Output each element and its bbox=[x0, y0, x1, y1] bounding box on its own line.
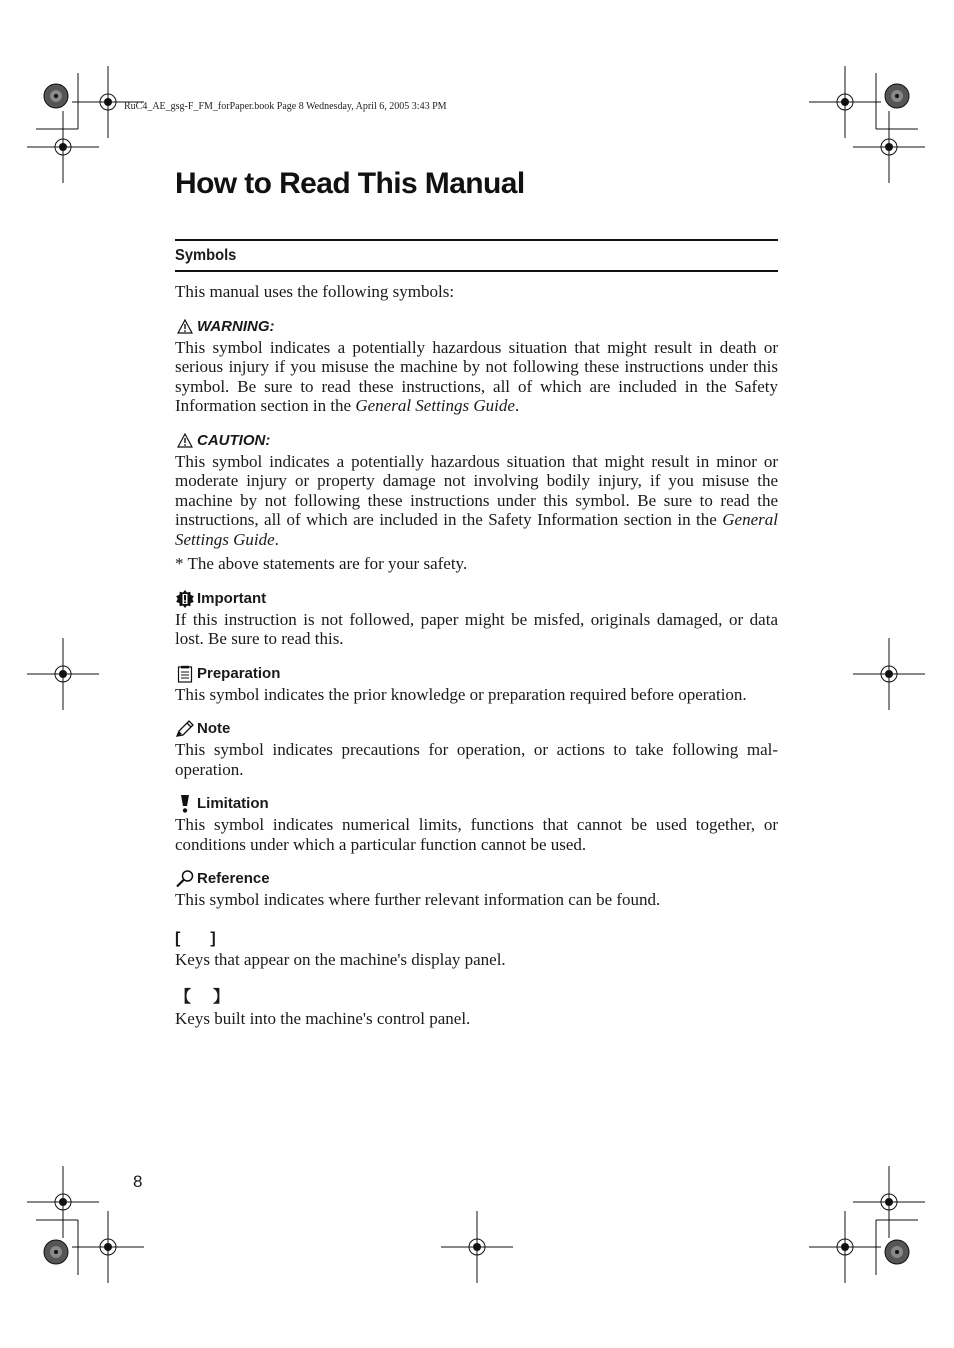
guide-title: General Settings Guide bbox=[355, 396, 515, 415]
display-key-brackets bbox=[175, 928, 778, 950]
main-content bbox=[175, 282, 778, 1043]
section-title: Symbols bbox=[175, 247, 237, 264]
reference-heading bbox=[175, 868, 778, 890]
note-heading bbox=[175, 718, 778, 740]
control-keys-block bbox=[175, 987, 778, 1029]
preparation-text: This symbol indicates the prior knowledge or preparation required before operation. bbox=[175, 684, 747, 704]
warning-triangle-icon bbox=[175, 431, 195, 451]
magnifier-icon bbox=[175, 869, 195, 889]
note-text: This symbol indicates precautions for operation, or actions to take following mal-operation. bbox=[175, 740, 778, 779]
important-label: Important bbox=[197, 589, 267, 607]
display-keys-text: Keys that appear on the machine's display panel. bbox=[175, 949, 506, 969]
important-heading bbox=[175, 588, 778, 610]
display-key-close: ] bbox=[210, 929, 216, 947]
caution-heading bbox=[175, 430, 778, 452]
important-icon bbox=[175, 589, 195, 609]
limitation-text: This symbol indicates numerical limits, functions that cannot be used together, or conditions under which a particular function cannot be used. bbox=[175, 815, 778, 854]
limitation-block bbox=[175, 793, 778, 854]
reference-text: This symbol indicates where further relevant information can be found. bbox=[175, 890, 661, 909]
control-key-close: 】 bbox=[213, 989, 230, 1007]
limitation-icon bbox=[175, 794, 195, 814]
important-text: If this instruction is not followed, paper might be misfed, originals damaged, or data lost. Be sure to read this. bbox=[175, 609, 778, 648]
pencil-icon bbox=[175, 719, 195, 739]
caution-block bbox=[175, 430, 778, 550]
caution-text: This symbol indicates a potentially hazardous situation that might result in minor or moderate injury or property damage not involving bodily injury, if you misuse the machine by not following these instructions under this symbol. Be sure to read the instructions, all of which are included in the Safety Information section in the General Settings Guide. bbox=[175, 451, 778, 549]
warning-text: This symbol indicates a potentially hazardous situation that might result in death or serious injury if you misuse the machine by not following these instructions under this symbol. Be sure to read these instructions, all of which are included in the Safety Information section in the General Settings Guide. bbox=[175, 337, 778, 415]
warning-triangle-icon bbox=[175, 317, 195, 337]
intro-text: This manual uses the following symbols: bbox=[175, 282, 455, 301]
page-number: 8 bbox=[133, 1172, 143, 1191]
section-header bbox=[175, 239, 778, 272]
safety-note: * The above statements are for your safety. bbox=[175, 554, 468, 573]
warning-block bbox=[175, 316, 778, 416]
preparation-block bbox=[175, 663, 778, 705]
display-keys-block bbox=[175, 928, 778, 970]
limitation-heading bbox=[175, 793, 778, 815]
limitation-label: Limitation bbox=[197, 795, 269, 813]
guide-title: General Settings Guide bbox=[175, 510, 778, 549]
preparation-label: Preparation bbox=[197, 664, 281, 682]
reference-block bbox=[175, 868, 778, 910]
reference-label: Reference bbox=[197, 870, 270, 888]
control-keys-text: Keys built into the machine's control panel. bbox=[175, 1009, 471, 1028]
important-block bbox=[175, 588, 778, 649]
page-title: How to Read This Manual bbox=[175, 167, 525, 200]
warning-label: WARNING: bbox=[197, 317, 275, 335]
warning-heading bbox=[175, 316, 778, 338]
preparation-icon bbox=[175, 664, 195, 684]
preparation-heading bbox=[175, 663, 778, 685]
file-header-note: RuC4_AE_gsg-F_FM_forPaper.book Page 8 Wednesday, April 6, 2005 3:43 PM bbox=[124, 101, 447, 112]
caution-label: CAUTION: bbox=[197, 431, 271, 449]
note-label: Note bbox=[197, 720, 231, 738]
control-key-brackets bbox=[175, 987, 778, 1009]
control-key-open: 【 bbox=[175, 989, 192, 1007]
note-block bbox=[175, 718, 778, 779]
display-key-open: [ bbox=[175, 929, 181, 947]
